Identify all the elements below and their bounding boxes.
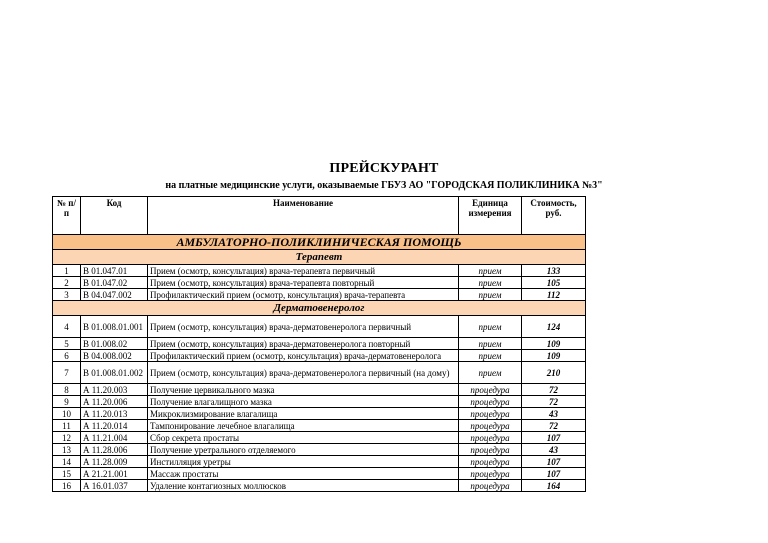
row-price: 112 [522,289,586,301]
table-row [53,420,586,432]
header-num: № п/п [53,197,81,235]
row-code: А 11.21.004 [81,432,148,444]
row-price: 133 [522,265,586,277]
row-unit: процедура [459,420,522,432]
row-code: В 01.008.02 [81,338,148,350]
header-name: Наименование [148,197,459,235]
row-num: 11 [53,420,81,432]
row-code: В 01.008.01.002 [81,362,148,384]
row-code: А 16.01.037 [81,480,148,492]
row-code: В 01.008.01.001 [81,316,148,338]
row-name: Прием (осмотр, консультация) врача-терапевта повторный [148,277,459,289]
row-num: 7 [53,362,81,384]
table-row [53,338,586,350]
row-price: 107 [522,468,586,480]
row-name: Прием (осмотр, консультация) врача-дерматовенеролога повторный [148,338,459,350]
row-name: Массаж простаты [148,468,459,480]
table-row [53,480,586,492]
row-code: А 11.20.014 [81,420,148,432]
row-price: 72 [522,420,586,432]
row-name: Прием (осмотр, консультация) врача-терапевта первичный [148,265,459,277]
table-row [53,265,586,277]
row-unit: процедура [459,384,522,396]
price-table [52,196,586,492]
table-row [53,350,586,362]
row-unit: процедура [459,456,522,468]
row-price: 164 [522,480,586,492]
row-num: 1 [53,265,81,277]
row-name: Тампонирование лечебное влагалища [148,420,459,432]
section-title: АМБУЛАТОРНО-ПОЛИКЛИНИЧЕСКАЯ ПОМОЩЬ [53,235,586,250]
row-code: А 11.28.009 [81,456,148,468]
price-table-body [53,235,586,492]
row-unit: прием [459,362,522,384]
table-row [53,468,586,480]
row-price: 43 [522,408,586,420]
row-name: Профилактический прием (осмотр, консультация) врача-дерматовенеролога [148,350,459,362]
row-num: 12 [53,432,81,444]
category-title: Терапевт [53,250,586,265]
row-unit: процедура [459,480,522,492]
row-unit: процедура [459,408,522,420]
table-row [53,277,586,289]
row-name: Инстилляция уретры [148,456,459,468]
row-code: В 04.008.002 [81,350,148,362]
row-name: Сбор секрета простаты [148,432,459,444]
row-num: 6 [53,350,81,362]
row-code: А 11.20.006 [81,396,148,408]
row-num: 9 [53,396,81,408]
row-num: 3 [53,289,81,301]
row-unit: процедура [459,444,522,456]
row-name: Микроклизмирование влагалища [148,408,459,420]
row-price: 107 [522,456,586,468]
section-row [53,235,586,250]
row-unit: процедура [459,468,522,480]
row-code: А 11.20.003 [81,384,148,396]
row-num: 10 [53,408,81,420]
row-name: Получение влагалищного мазка [148,396,459,408]
row-unit: процедура [459,396,522,408]
row-code: А 11.28.006 [81,444,148,456]
row-price: 43 [522,444,586,456]
row-price: 105 [522,277,586,289]
header-unit: Единица измерения [459,197,522,235]
row-price: 124 [522,316,586,338]
row-num: 15 [53,468,81,480]
table-row [53,396,586,408]
category-row [53,301,586,316]
row-unit: прием [459,338,522,350]
row-unit: процедура [459,432,522,444]
table-row [53,444,586,456]
row-code: А 11.20.013 [81,408,148,420]
row-name: Получение цервикального мазка [148,384,459,396]
row-code: В 01.047.01 [81,265,148,277]
row-name: Получение уретрального отделяемого [148,444,459,456]
row-unit: прием [459,316,522,338]
header-price: Стоимость, руб. [522,197,586,235]
row-price: 210 [522,362,586,384]
row-num: 5 [53,338,81,350]
row-name: Прием (осмотр, консультация) врача-дерматовенеролога первичный (на дому) [148,362,459,384]
row-price: 109 [522,350,586,362]
row-unit: прием [459,350,522,362]
row-name: Профилактический прием (осмотр, консультация) врача-терапевта [148,289,459,301]
header-code: Код [81,197,148,235]
table-row [53,316,586,338]
row-num: 16 [53,480,81,492]
row-price: 72 [522,384,586,396]
table-row [53,289,586,301]
table-row [53,432,586,444]
row-num: 4 [53,316,81,338]
row-num: 14 [53,456,81,468]
document-subtitle: на платные медицинские услуги, оказываемые ГБУЗ АО "ГОРОДСКАЯ ПОЛИКЛИНИКА №3" [165,180,603,191]
row-price: 72 [522,396,586,408]
table-row [53,362,586,384]
row-price: 107 [522,432,586,444]
row-price: 109 [522,338,586,350]
category-row [53,250,586,265]
document-title: ПРЕЙСКУРАНТ [329,161,439,176]
table-header-row [53,197,586,235]
row-num: 2 [53,277,81,289]
row-code: В 04.047.002 [81,289,148,301]
table-row [53,456,586,468]
row-unit: прием [459,265,522,277]
row-num: 8 [53,384,81,396]
row-num: 13 [53,444,81,456]
table-row [53,408,586,420]
row-unit: прием [459,277,522,289]
row-name: Прием (осмотр, консультация) врача-дерматовенеролога первичный [148,316,459,338]
row-unit: прием [459,289,522,301]
row-code: В 01.047.02 [81,277,148,289]
row-code: А 21.21.001 [81,468,148,480]
table-row [53,384,586,396]
category-title: Дерматовенеролог [53,301,586,316]
row-name: Удаление контагиозных моллюсков [148,480,459,492]
